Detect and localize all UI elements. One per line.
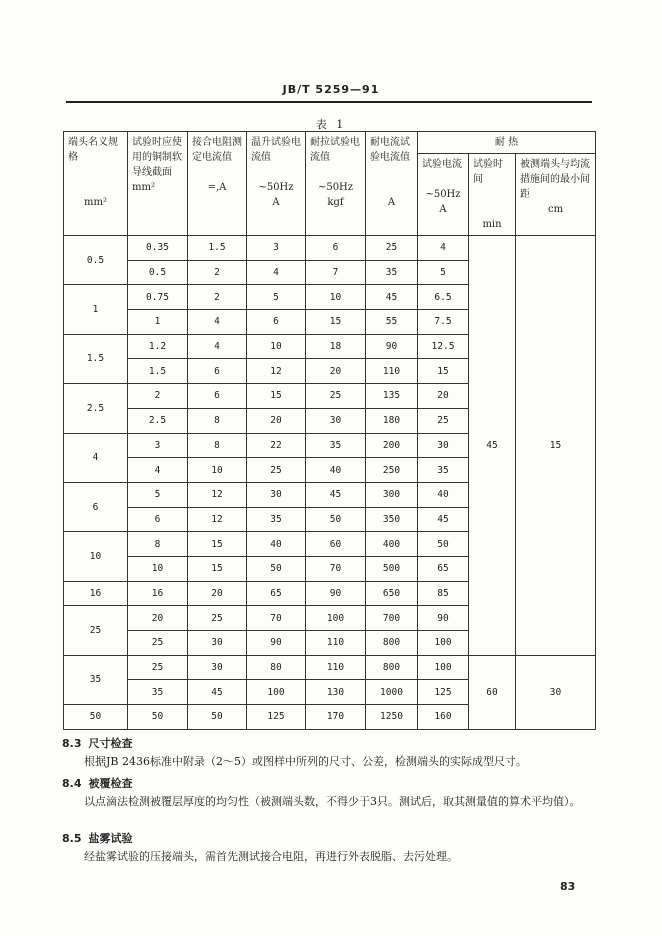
value-cell: 800 (366, 655, 418, 680)
value-cell: 6 (128, 507, 188, 532)
value-cell: 65 (247, 581, 306, 606)
col-wire-header: 试验时应使用的铜制软导线截面 mm² (128, 132, 188, 236)
value-cell: 180 (366, 408, 418, 433)
value-cell: 500 (366, 556, 418, 581)
value-cell: 90 (418, 606, 469, 631)
value-cell: 16 (128, 581, 188, 606)
value-cell: 100 (247, 680, 306, 705)
document-code: JB/T 5259—91 (282, 83, 380, 96)
value-cell: 12 (188, 507, 247, 532)
value-cell: 300 (366, 482, 418, 507)
value-cell: 30 (247, 482, 306, 507)
value-cell: 4 (188, 310, 247, 335)
value-cell: 5 (128, 482, 188, 507)
value-cell: 40 (306, 458, 366, 483)
value-cell: 35 (366, 260, 418, 285)
value-cell: 1.2 (128, 334, 188, 359)
value-cell: 30 (418, 433, 469, 458)
value-cell: 5 (247, 285, 306, 310)
value-cell: 10 (247, 334, 306, 359)
value-cell: 20 (128, 606, 188, 631)
value-cell: 25 (128, 655, 188, 680)
section-body: 根据JB 2436标准中附录（2～5）或图样中所列的尺寸、公差，检测端头的实际成型尺寸。 (84, 755, 527, 768)
value-cell: 8 (188, 433, 247, 458)
section-8-3 (62, 735, 602, 771)
value-cell: 10 (188, 458, 247, 483)
value-cell: 45 (188, 680, 247, 705)
value-cell: 0.5 (128, 260, 188, 285)
value-cell: 3 (128, 433, 188, 458)
col-resistance-header: 接合电阻测定电流值 =,A (188, 132, 247, 236)
table-row (64, 236, 596, 261)
value-cell: 20 (247, 408, 306, 433)
value-cell: 15 (188, 556, 247, 581)
value-cell: 4 (188, 334, 247, 359)
value-cell: 100 (418, 631, 469, 656)
section-title: 盐雾试验 (88, 832, 133, 845)
section-title: 尺寸检查 (88, 737, 133, 750)
value-cell: 12.5 (418, 334, 469, 359)
value-cell: 12 (247, 359, 306, 384)
heat-group-header: 耐 热 (418, 132, 596, 154)
value-cell: 6 (306, 236, 366, 261)
value-cell: 25 (366, 236, 418, 261)
section-title: 被覆检查 (88, 777, 133, 790)
value-cell: 6.5 (418, 285, 469, 310)
nominal-size-cell: 1 (64, 285, 128, 334)
value-cell: 80 (247, 655, 306, 680)
value-cell: 18 (306, 334, 366, 359)
value-cell: 650 (366, 581, 418, 606)
value-cell: 6 (188, 359, 247, 384)
nominal-size-cell: 0.5 (64, 236, 128, 285)
header-rule (66, 101, 592, 103)
value-cell: 35 (418, 458, 469, 483)
section-number: 8.5 (62, 832, 82, 845)
nominal-size-cell: 4 (64, 433, 128, 482)
value-cell: 70 (247, 606, 306, 631)
value-cell: 25 (418, 408, 469, 433)
value-cell: 3 (247, 236, 306, 261)
value-cell: 50 (418, 532, 469, 557)
value-cell: 8 (188, 408, 247, 433)
value-cell: 85 (418, 581, 469, 606)
value-cell: 125 (247, 705, 306, 730)
value-cell: 100 (306, 606, 366, 631)
value-cell: 50 (247, 556, 306, 581)
value-cell: 7.5 (418, 310, 469, 335)
value-cell: 50 (188, 705, 247, 730)
value-cell: 2 (188, 285, 247, 310)
value-cell: 40 (247, 532, 306, 557)
value-cell: 0.75 (128, 285, 188, 310)
value-cell: 15 (247, 384, 306, 409)
value-cell: 100 (418, 655, 469, 680)
nominal-size-cell: 35 (64, 655, 128, 704)
value-cell: 1000 (366, 680, 418, 705)
value-cell: 55 (366, 310, 418, 335)
value-cell: 5 (418, 260, 469, 285)
value-cell: 8 (128, 532, 188, 557)
spec-table (63, 131, 596, 730)
value-cell: 90 (247, 631, 306, 656)
section-number: 8.4 (62, 777, 82, 790)
value-cell: 15 (306, 310, 366, 335)
value-cell: 135 (366, 384, 418, 409)
value-cell: 45 (306, 482, 366, 507)
table-row (64, 655, 596, 680)
heat-distance-cell: 30 (516, 655, 596, 729)
value-cell: 2.5 (128, 408, 188, 433)
value-cell: 35 (247, 507, 306, 532)
value-cell: 10 (128, 556, 188, 581)
value-cell: 4 (128, 458, 188, 483)
nominal-size-cell: 25 (64, 606, 128, 655)
page-number: 83 (560, 880, 576, 893)
value-cell: 400 (366, 532, 418, 557)
heat-time-cell: 60 (469, 655, 516, 729)
value-cell: 50 (306, 507, 366, 532)
section-8-5 (62, 830, 602, 866)
section-number: 8.3 (62, 737, 82, 750)
nominal-size-cell: 50 (64, 705, 128, 730)
value-cell: 60 (306, 532, 366, 557)
value-cell: 800 (366, 631, 418, 656)
value-cell: 40 (418, 482, 469, 507)
value-cell: 4 (418, 236, 469, 261)
value-cell: 30 (306, 408, 366, 433)
col-heat-current-header: 试验电流 ~50Hz A (418, 154, 469, 236)
value-cell: 45 (366, 285, 418, 310)
col-nominal-header: 端头名义规格 mm² (64, 132, 128, 236)
value-cell: 4 (247, 260, 306, 285)
value-cell: 45 (418, 507, 469, 532)
value-cell: 130 (306, 680, 366, 705)
value-cell: 125 (418, 680, 469, 705)
value-cell: 35 (128, 680, 188, 705)
value-cell: 250 (366, 458, 418, 483)
section-body: 以点滴法检测被覆层厚度的均匀性（被测端头数，不得少于3只。测试后，取其测量值的算术平均值）。 (84, 795, 581, 808)
value-cell: 160 (418, 705, 469, 730)
value-cell: 1.5 (128, 359, 188, 384)
value-cell: 110 (366, 359, 418, 384)
value-cell: 70 (306, 556, 366, 581)
value-cell: 90 (306, 581, 366, 606)
nominal-size-cell: 6 (64, 482, 128, 531)
col-heat-time-header: 试验时间 min (469, 154, 516, 236)
col-tensile-header: 耐拉试验电流值 ~50Hz kgf (306, 132, 366, 236)
section-8-4 (62, 775, 602, 811)
value-cell: 1.5 (188, 236, 247, 261)
section-body: 经盐雾试验的压接端头，需首先测试接合电阻，再进行外表脱脂、去污处理。 (84, 850, 458, 863)
value-cell: 2 (128, 384, 188, 409)
value-cell: 10 (306, 285, 366, 310)
value-cell: 20 (188, 581, 247, 606)
value-cell: 6 (188, 384, 247, 409)
value-cell: 7 (306, 260, 366, 285)
table-caption: 表 1 (315, 118, 347, 131)
value-cell: 90 (366, 334, 418, 359)
value-cell: 15 (188, 532, 247, 557)
value-cell: 110 (306, 631, 366, 656)
value-cell: 110 (306, 655, 366, 680)
value-cell: 22 (247, 433, 306, 458)
nominal-size-cell: 2.5 (64, 384, 128, 433)
value-cell: 700 (366, 606, 418, 631)
value-cell: 350 (366, 507, 418, 532)
value-cell: 30 (188, 655, 247, 680)
nominal-size-cell: 10 (64, 532, 128, 581)
col-heat-distance-header: 被测端头与均流措施间的最小间距 cm (516, 154, 596, 236)
value-cell: 200 (366, 433, 418, 458)
value-cell: 12 (188, 482, 247, 507)
value-cell: 1250 (366, 705, 418, 730)
value-cell: 25 (188, 606, 247, 631)
value-cell: 15 (418, 359, 469, 384)
col-current-header: 耐电流试验电流值 A (366, 132, 418, 236)
heat-distance-cell: 15 (516, 236, 596, 656)
value-cell: 25 (128, 631, 188, 656)
value-cell: 35 (306, 433, 366, 458)
value-cell: 6 (247, 310, 306, 335)
nominal-size-cell: 1.5 (64, 334, 128, 383)
value-cell: 2 (188, 260, 247, 285)
value-cell: 0.35 (128, 236, 188, 261)
value-cell: 25 (247, 458, 306, 483)
value-cell: 20 (306, 359, 366, 384)
value-cell: 30 (188, 631, 247, 656)
nominal-size-cell: 16 (64, 581, 128, 606)
value-cell: 65 (418, 556, 469, 581)
value-cell: 50 (128, 705, 188, 730)
value-cell: 20 (418, 384, 469, 409)
heat-time-cell: 45 (469, 236, 516, 656)
value-cell: 1 (128, 310, 188, 335)
value-cell: 25 (306, 384, 366, 409)
value-cell: 170 (306, 705, 366, 730)
col-temp-header: 温升试验电流值 ~50Hz A (247, 132, 306, 236)
